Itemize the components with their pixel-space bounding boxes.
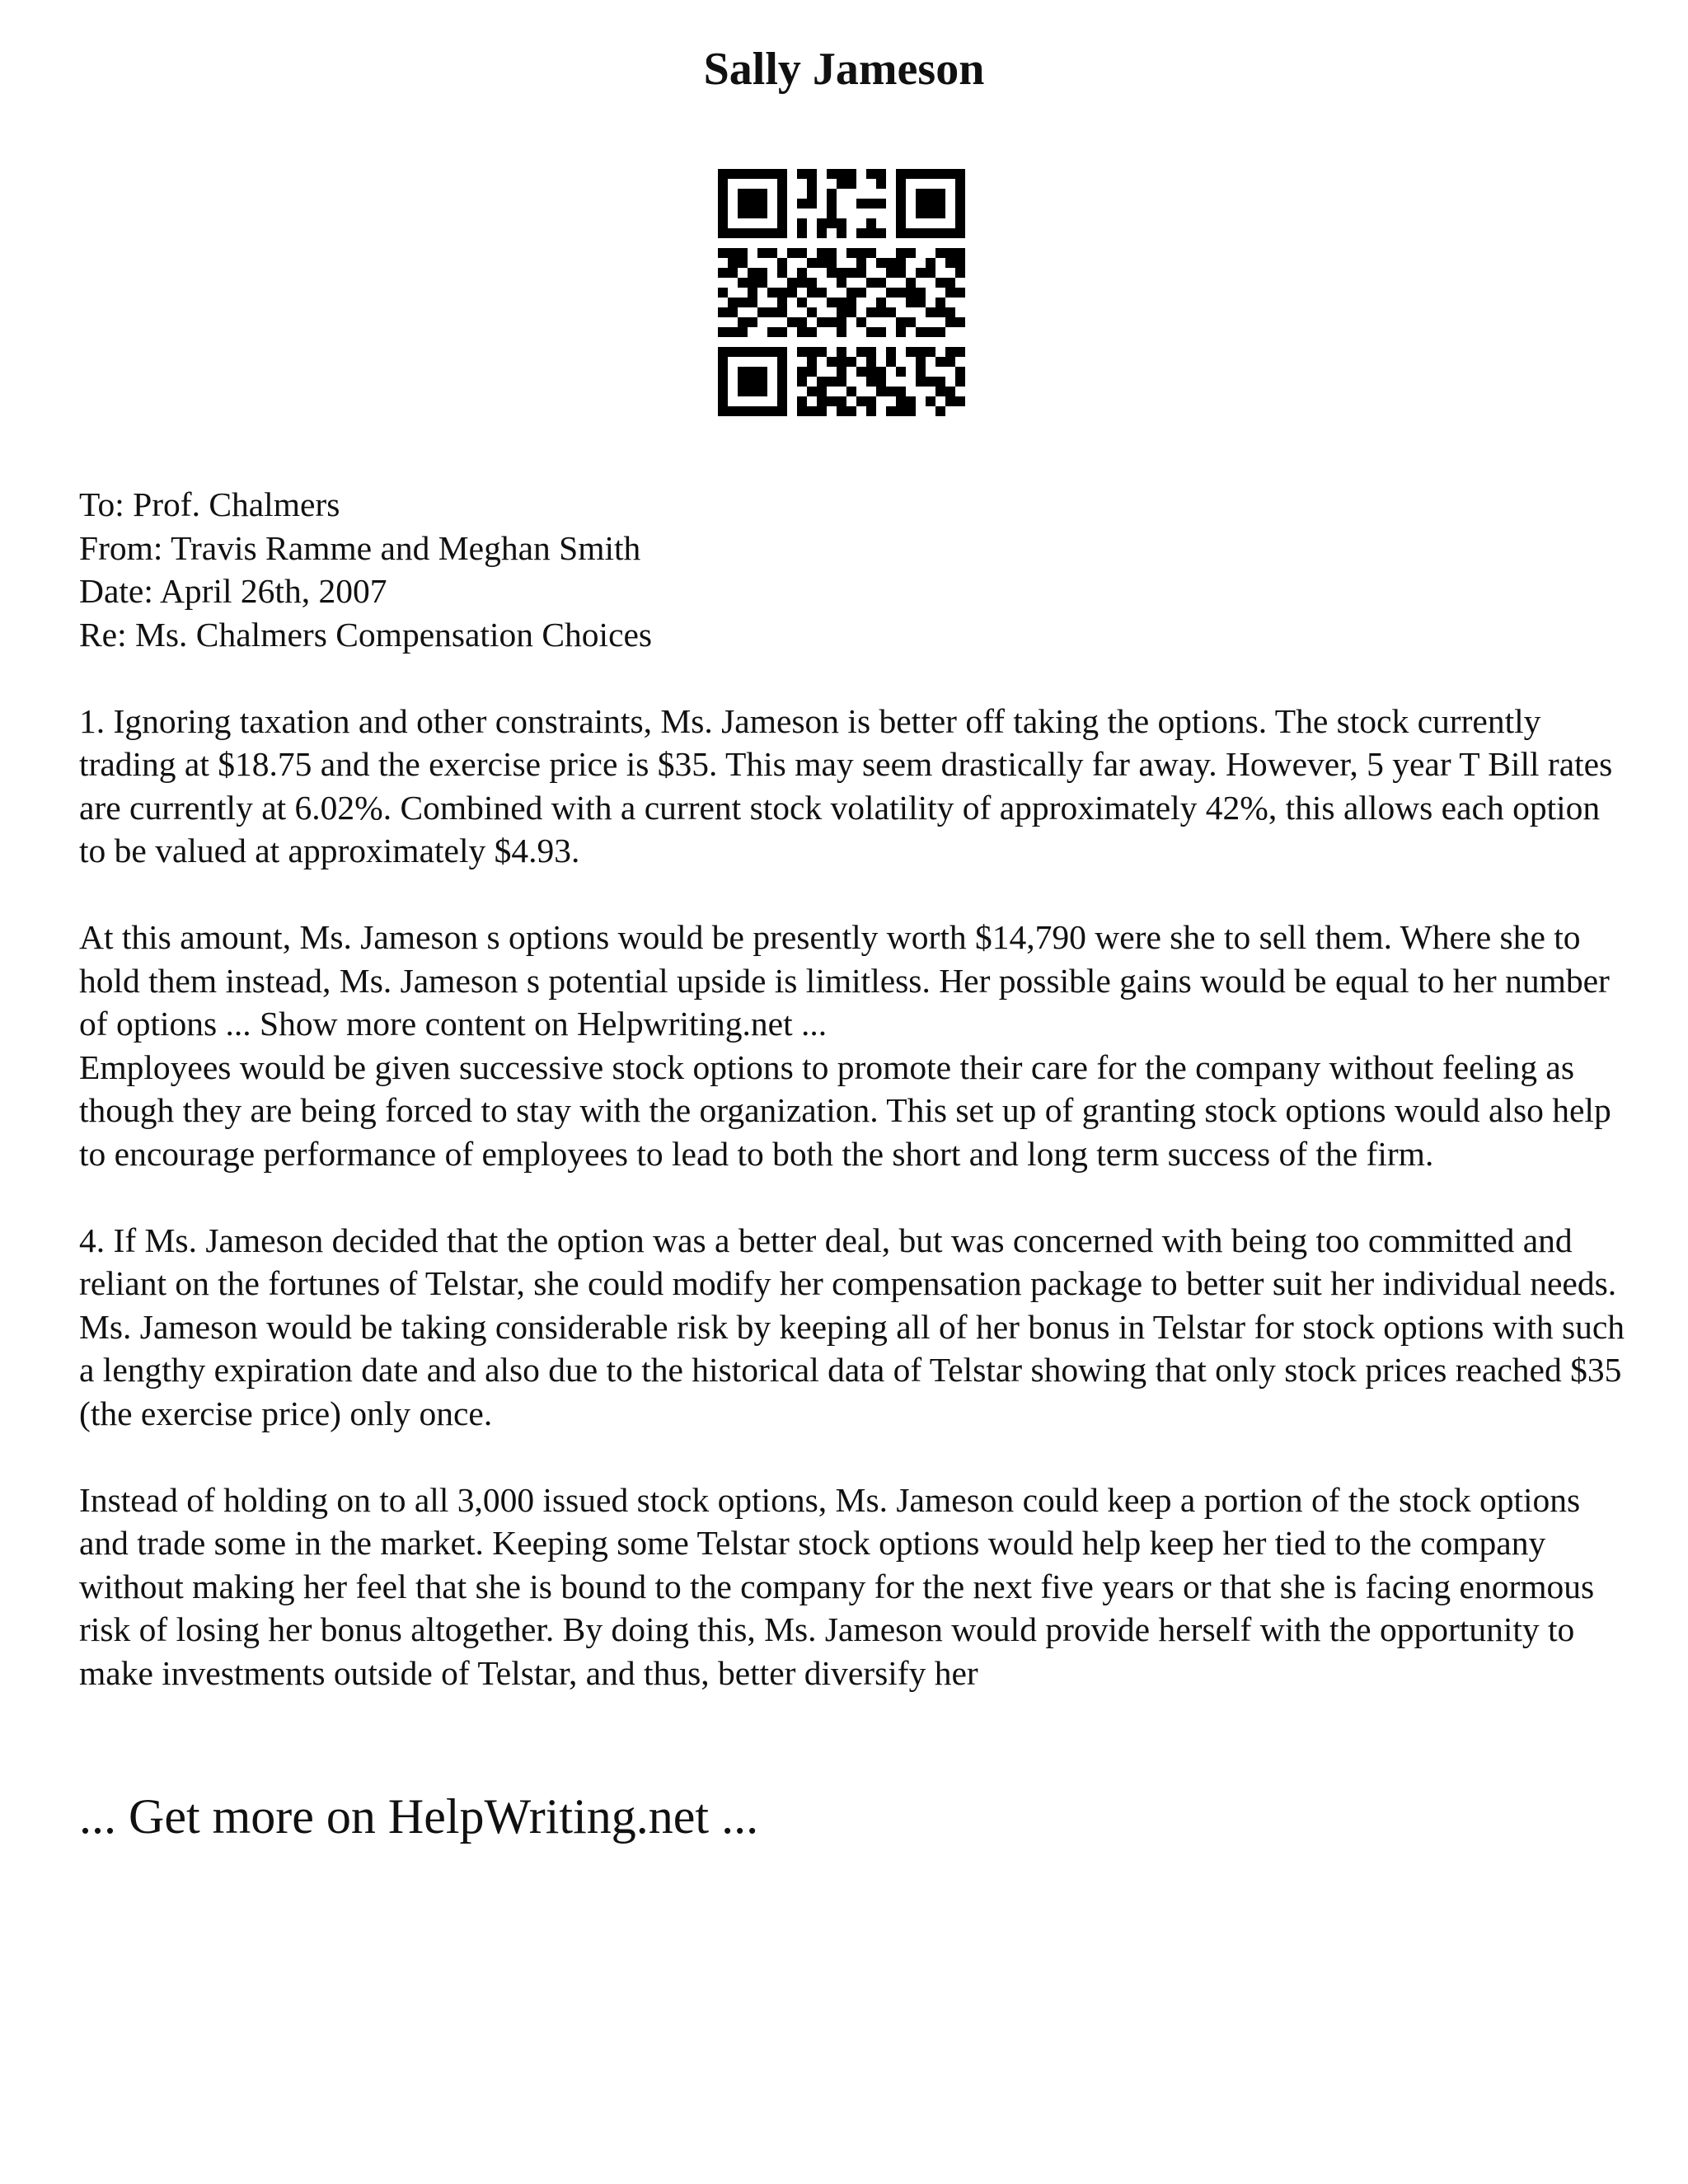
qr-code-icon[interactable] [718,169,965,416]
qr-code-graphic [718,169,965,416]
paragraph-1: 1. Ignoring taxation and other constraints, Ms. Jameson is better off taking the options. The stock currently trading at $18.75 and the exercise price is $35. This may seem drastically far away. However, 5 year T Bill rates are currently at 6.02%. Combined with a current stock volatility of approximately 42%, this allows each option to be valued at approximately $4.93. [79,701,1613,869]
memo-date: Date: April 26th, 2007 [79,572,387,610]
document-title: Sally Jameson [703,44,985,95]
document-body [79,483,1629,1694]
memo-header [79,483,1629,656]
paragraph-5: Instead of holding on to all 3,000 issued stock options, Ms. Jameson could keep a portion of the stock options and trade some in the market. Keeping some Telstar stock options would help keep her tied to the company without making her feel that she is bound to the company for the next five years or that she is facing enormous risk of losing her bonus altogether. By doing this, Ms. Jameson would provide herself with the opportunity to make investments outside of Telstar, and thus, better diversify her [79,1480,1595,1692]
paragraph-3: Employees would be given successive stock options to promote their care for the company without feeling as though they are being forced to stay with the organization. This set up of granting stock options would also help to encourage performance of employees to lead to both the short and long term success of the firm. [79,1047,1611,1173]
paragraph-4: 4. If Ms. Jameson decided that the option was a better deal, but was concerned with being too committed and reliant on the fortunes of Telstar, she could modify her compensation package to better suit her individual needs. Ms. Jameson would be taking considerable risk by keeping all of her bonus in Telstar for stock options with such a lengthy expiration date and also due to the historical data of Telstar showing that only stock prices reached $35 (the exercise price) only once. [79,1221,1625,1432]
memo-from: From: Travis Ramme and Meghan Smith [79,528,641,567]
paragraph-2: At this amount, Ms. Jameson s options would be presently worth $14,790 were she to sell them. Where she to hold them instead, Ms. Jameson s potential upside is limitless. Her possible gains would be equal to her number of options ... Show more content on Helpwriting.net ... [79,918,1610,1043]
memo-to: To: Prof. Chalmers [79,485,340,523]
memo-subject: Re: Ms. Chalmers Compensation Choices [79,615,653,654]
get-more-link[interactable]: ... Get more on HelpWriting.net ... [79,1789,759,1844]
